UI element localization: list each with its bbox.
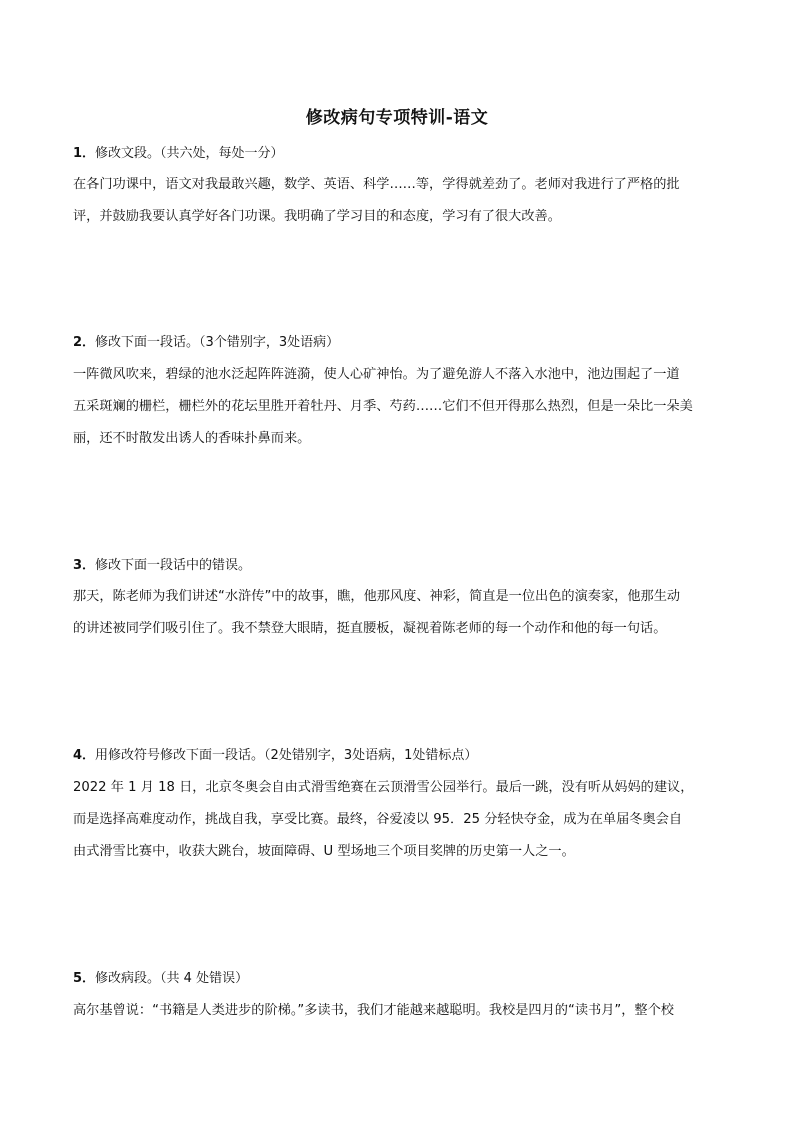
question-1-text	[73, 169, 723, 233]
question-3-text	[73, 581, 723, 645]
question-number: 1．	[73, 146, 96, 161]
question-5-text	[73, 995, 723, 1027]
text-line: 高尔基曾说：“书籍是人类进步的阶梯。”多读书，我们才能越来越聪明。我校是四月的“读书月”，整个校	[73, 1003, 674, 1018]
question-prompt: 修改下面一段话。（3个错别字，3处语病）	[95, 335, 340, 350]
question-4-text	[73, 772, 723, 868]
text-line: 而是选择高难度动作，挑战自我，享受比赛。最终，谷爱凌以 95．25 分轻快夺金，成为在单届冬奥会自	[73, 812, 683, 827]
question-number: 4．	[73, 748, 96, 763]
question-number: 2．	[73, 335, 96, 350]
text-line: 一阵微风吹来，碧绿的池水泛起阵阵涟漪，使人心矿神怡。为了避免游人不落入水池中，池边围起了一道	[73, 367, 680, 382]
question-2-text	[73, 359, 723, 455]
question-2-heading	[73, 334, 723, 352]
question-4-heading	[73, 747, 723, 765]
question-prompt: 修改文段。（共六处，每处一分）	[95, 146, 284, 161]
text-line: 在各门功课中，语文对我最敢兴趣，数学、英语、科学……等，学得就差劲了。老师对我进行了严格的批	[73, 177, 680, 192]
question-1-heading	[73, 145, 723, 163]
text-line: 五采斑斓的栅栏，栅栏外的花坛里胜开着牡丹、月季、芍药……它们不但开得那么热烈，但是一朵比一朵美	[73, 399, 693, 414]
text-line: 评，并鼓励我要认真学好各门功课。我明确了学习目的和态度，学习有了很大改善。	[73, 209, 561, 224]
question-prompt: 修改病段。（共 4 处错误）	[95, 971, 249, 986]
text-line: 由式滑雪比赛中，收获大跳台，坡面障碍、U 型场地三个项目奖牌的历史第一人之一。	[73, 844, 575, 859]
question-prompt: 修改下面一段话中的错误。	[95, 558, 252, 573]
page-title: 修改病句专项特训-语文	[305, 108, 489, 128]
question-prompt: 用修改符号修改下面一段话。（2处错别字，3处语病，1处错标点）	[95, 748, 478, 763]
question-number: 5．	[73, 971, 96, 986]
question-3-heading	[73, 557, 723, 575]
text-line: 2022 年 1 月 18 日，北京冬奥会自由式滑雪绝赛在云顶滑雪公园举行。最后一跳，没有听从妈妈的建议，	[73, 780, 694, 795]
text-line: 丽，还不时散发出诱人的香味扑鼻而来。	[73, 431, 311, 446]
text-line: 那天，陈老师为我们讲述“水浒传”中的故事，瞧，他那风度、神彩，简直是一位出色的演奏家，他那生动	[73, 589, 681, 604]
text-line: 的讲述被同学们吸引住了。我不禁登大眼睛，挺直腰板，凝视着陈老师的每一个动作和他的每一句话。	[73, 621, 667, 636]
question-number: 3．	[73, 558, 96, 573]
question-5-heading	[73, 970, 723, 988]
